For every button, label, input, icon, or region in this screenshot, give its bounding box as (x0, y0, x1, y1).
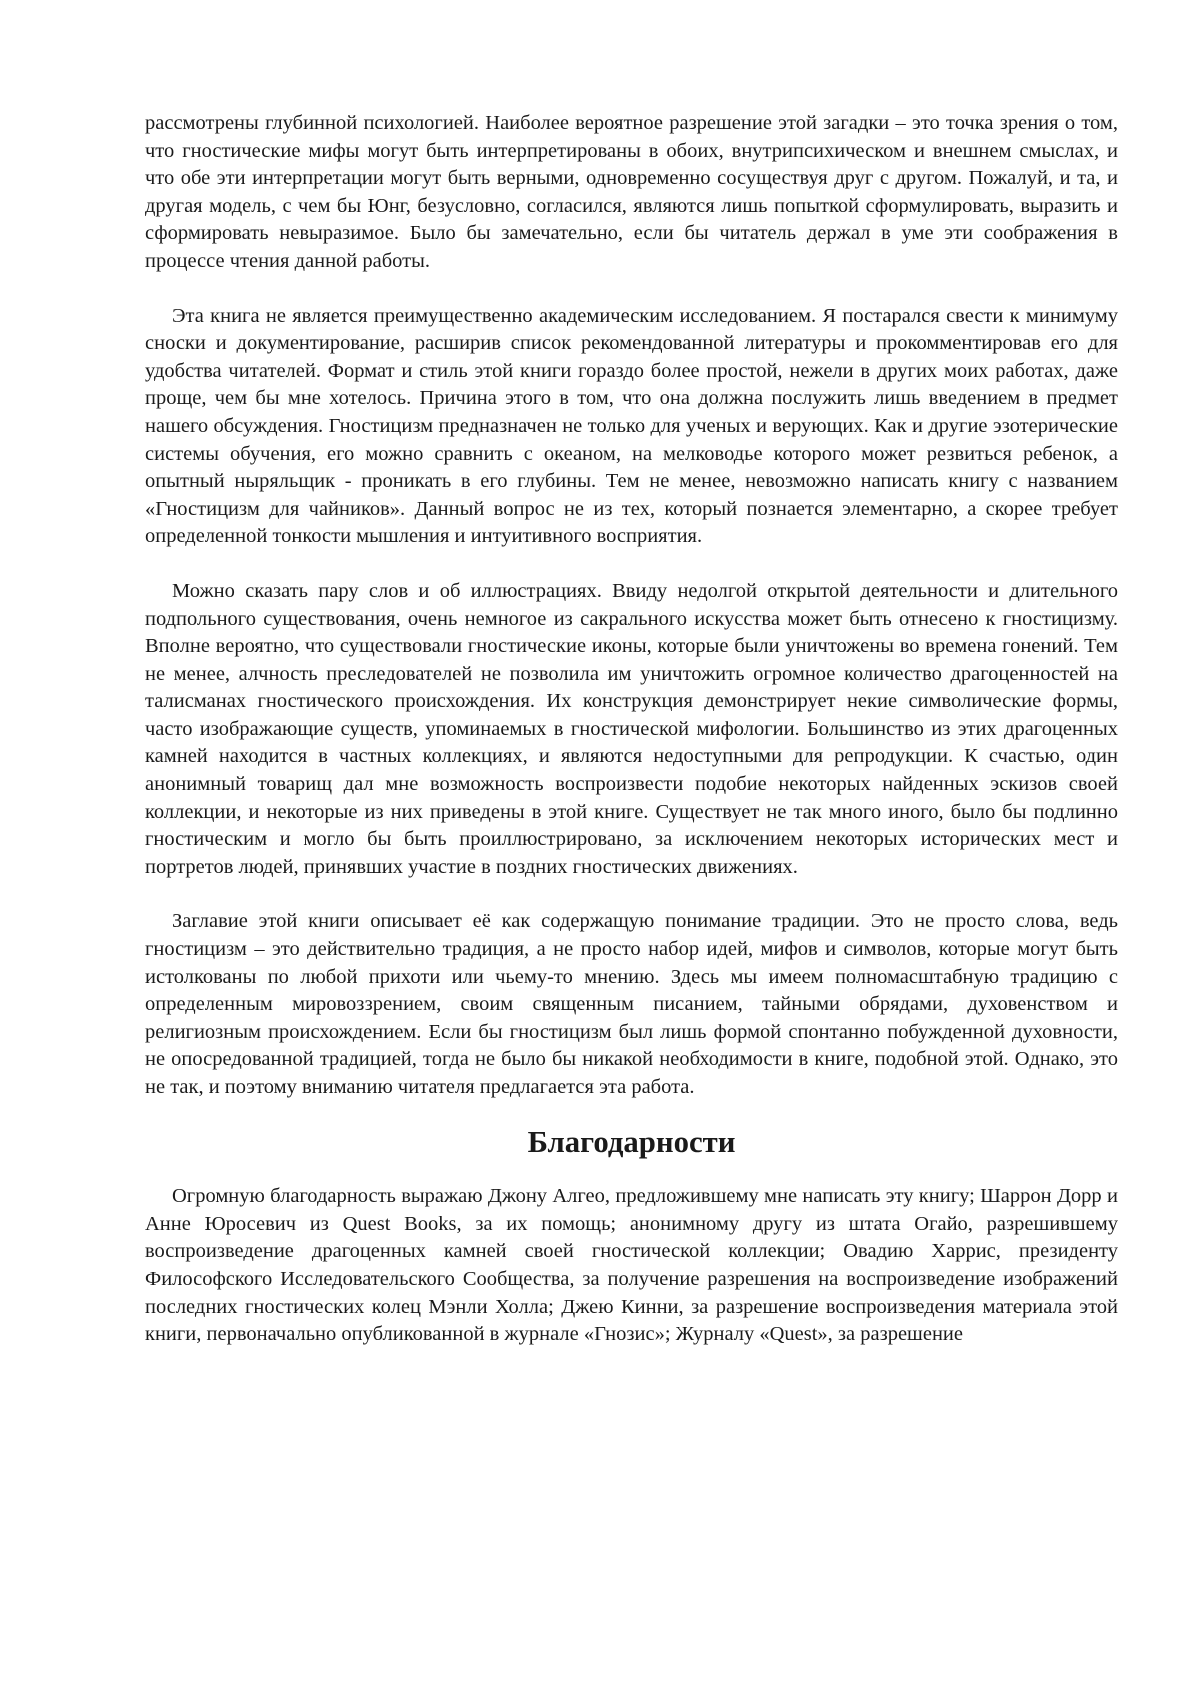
paragraph-book-purpose: Эта книга не является преимущественно академическим исследованием. Я постарался свести к минимуму сноски и документирование, расширив список рекомендованной литературы и прокомментировав его для удобства читателей. Формат и стиль этой книги гораздо более простой, нежели в других моих работах, даже проще, чем бы мне хотелось. Причина этого в том, что она должна послужить лишь введением в предмет нашего обсуждения. Гностицизм предназначен не только для ученых и верующих. Как и другие эзотерические системы обучения, его можно сравнить с океаном, на мелководье которого может резвиться ребенок, а опытный ныряльщик - проникать в его глубины. Тем не менее, невозможно написать книгу с названием «Гностицизм для чайников». Данный вопрос не из тех, который познается элементарно, а скорее требует определенной тонкости мышления и интуитивного восприятия. (145, 304, 1118, 548)
paragraph-title-tradition: Заглавие этой книги описывает её как содержащую понимание традиции. Это не просто слова, ведь гностицизм – это действительно традиция, а не просто набор идей, мифов и символов, которые могут быть истолкованы по любой прихоти или чьему-то мнению. Здесь мы имеем полномасштабную традицию с определенным мировоззрением, своим священным писанием, тайными обрядами, духовенством и религиозным происхождением. Если бы гностицизм был лишь формой спонтанно побужденной духовности, не опосредованной традицией, тогда не было бы никакой необходимости в книге, подобной этой. Однако, это не так, и поэтому вниманию читателя предлагается эта работа. (145, 910, 1118, 1098)
text-column (145, 110, 1118, 1349)
paragraph-depth-psychology: рассмотрены глубинной психологией. Наиболее вероятное разрешение этой загадки – это точка зрения о том, что гностические мифы могут быть интерпретированы в обоих, внутрипсихическом и внешнем смыслах, и что обе эти интерпретации могут быть верными, одновременно сосуществуя друг с другом. Пожалуй, и та, и другая модель, с чем бы Юнг, безусловно, согласился, являются лишь попыткой сформулировать, выразить и сформировать невыразимое. Было бы замечательно, если бы читатель держал в уме эти соображения в процессе чтения данной работы. (145, 112, 1118, 272)
paragraph-acknowledgements: Огромную благодарность выражаю Джону Алгео, предложившему мне написать эту книгу; Шаррон Дорр и Анне Юросевич из Quest Books, за их помощь; анонимному другу из штата Огайо, разрешившему воспроизведение драгоценных камней своей гностической коллекции; Овадию Харрис, президенту Философского Исследовательского Сообщества, за получение разрешения на воспроизведение изображений последних гностических колец Мэнли Холла; Джею Кинни, за разрешение воспроизведения материала этой книги, первоначально опубликованной в журнале «Гнозис»; Журналу «Quest», за разрешение (145, 1185, 1118, 1346)
section-heading-acknowledgements: Благодарности (527, 1124, 736, 1159)
paragraph-illustrations: Можно сказать пару слов и об иллюстрациях. Ввиду недолгой открытой деятельности и длительного подпольного существования, очень немногое из сакрального искусства может быть отнесено к гностицизму. Вполне вероятно, что существовали гностические иконы, которые были уничтожены во времена гонений. Тем не менее, алчность преследователей не позволила им уничтожить огромное количество драгоценностей на талисманах гностического происхождения. Их конструкция демонстрирует некие символические формы, часто изображающие существ, упоминаемых в гностической мифологии. Большинство из этих драгоценных камней находится в частных коллекциях, и являются недоступными для репродукции. К счастью, один анонимный товарищ дал мне возможность воспроизвести подобие некоторых найденных эскизов своей коллекции, и некоторые из них приведены в этой книге. Существует не так много иного, было бы подлинно гностическим и могло бы быть проиллюстрировано, за исключением некоторых исторических мест и портретов людей, принявших участие в поздних гностических движениях. (145, 579, 1118, 878)
